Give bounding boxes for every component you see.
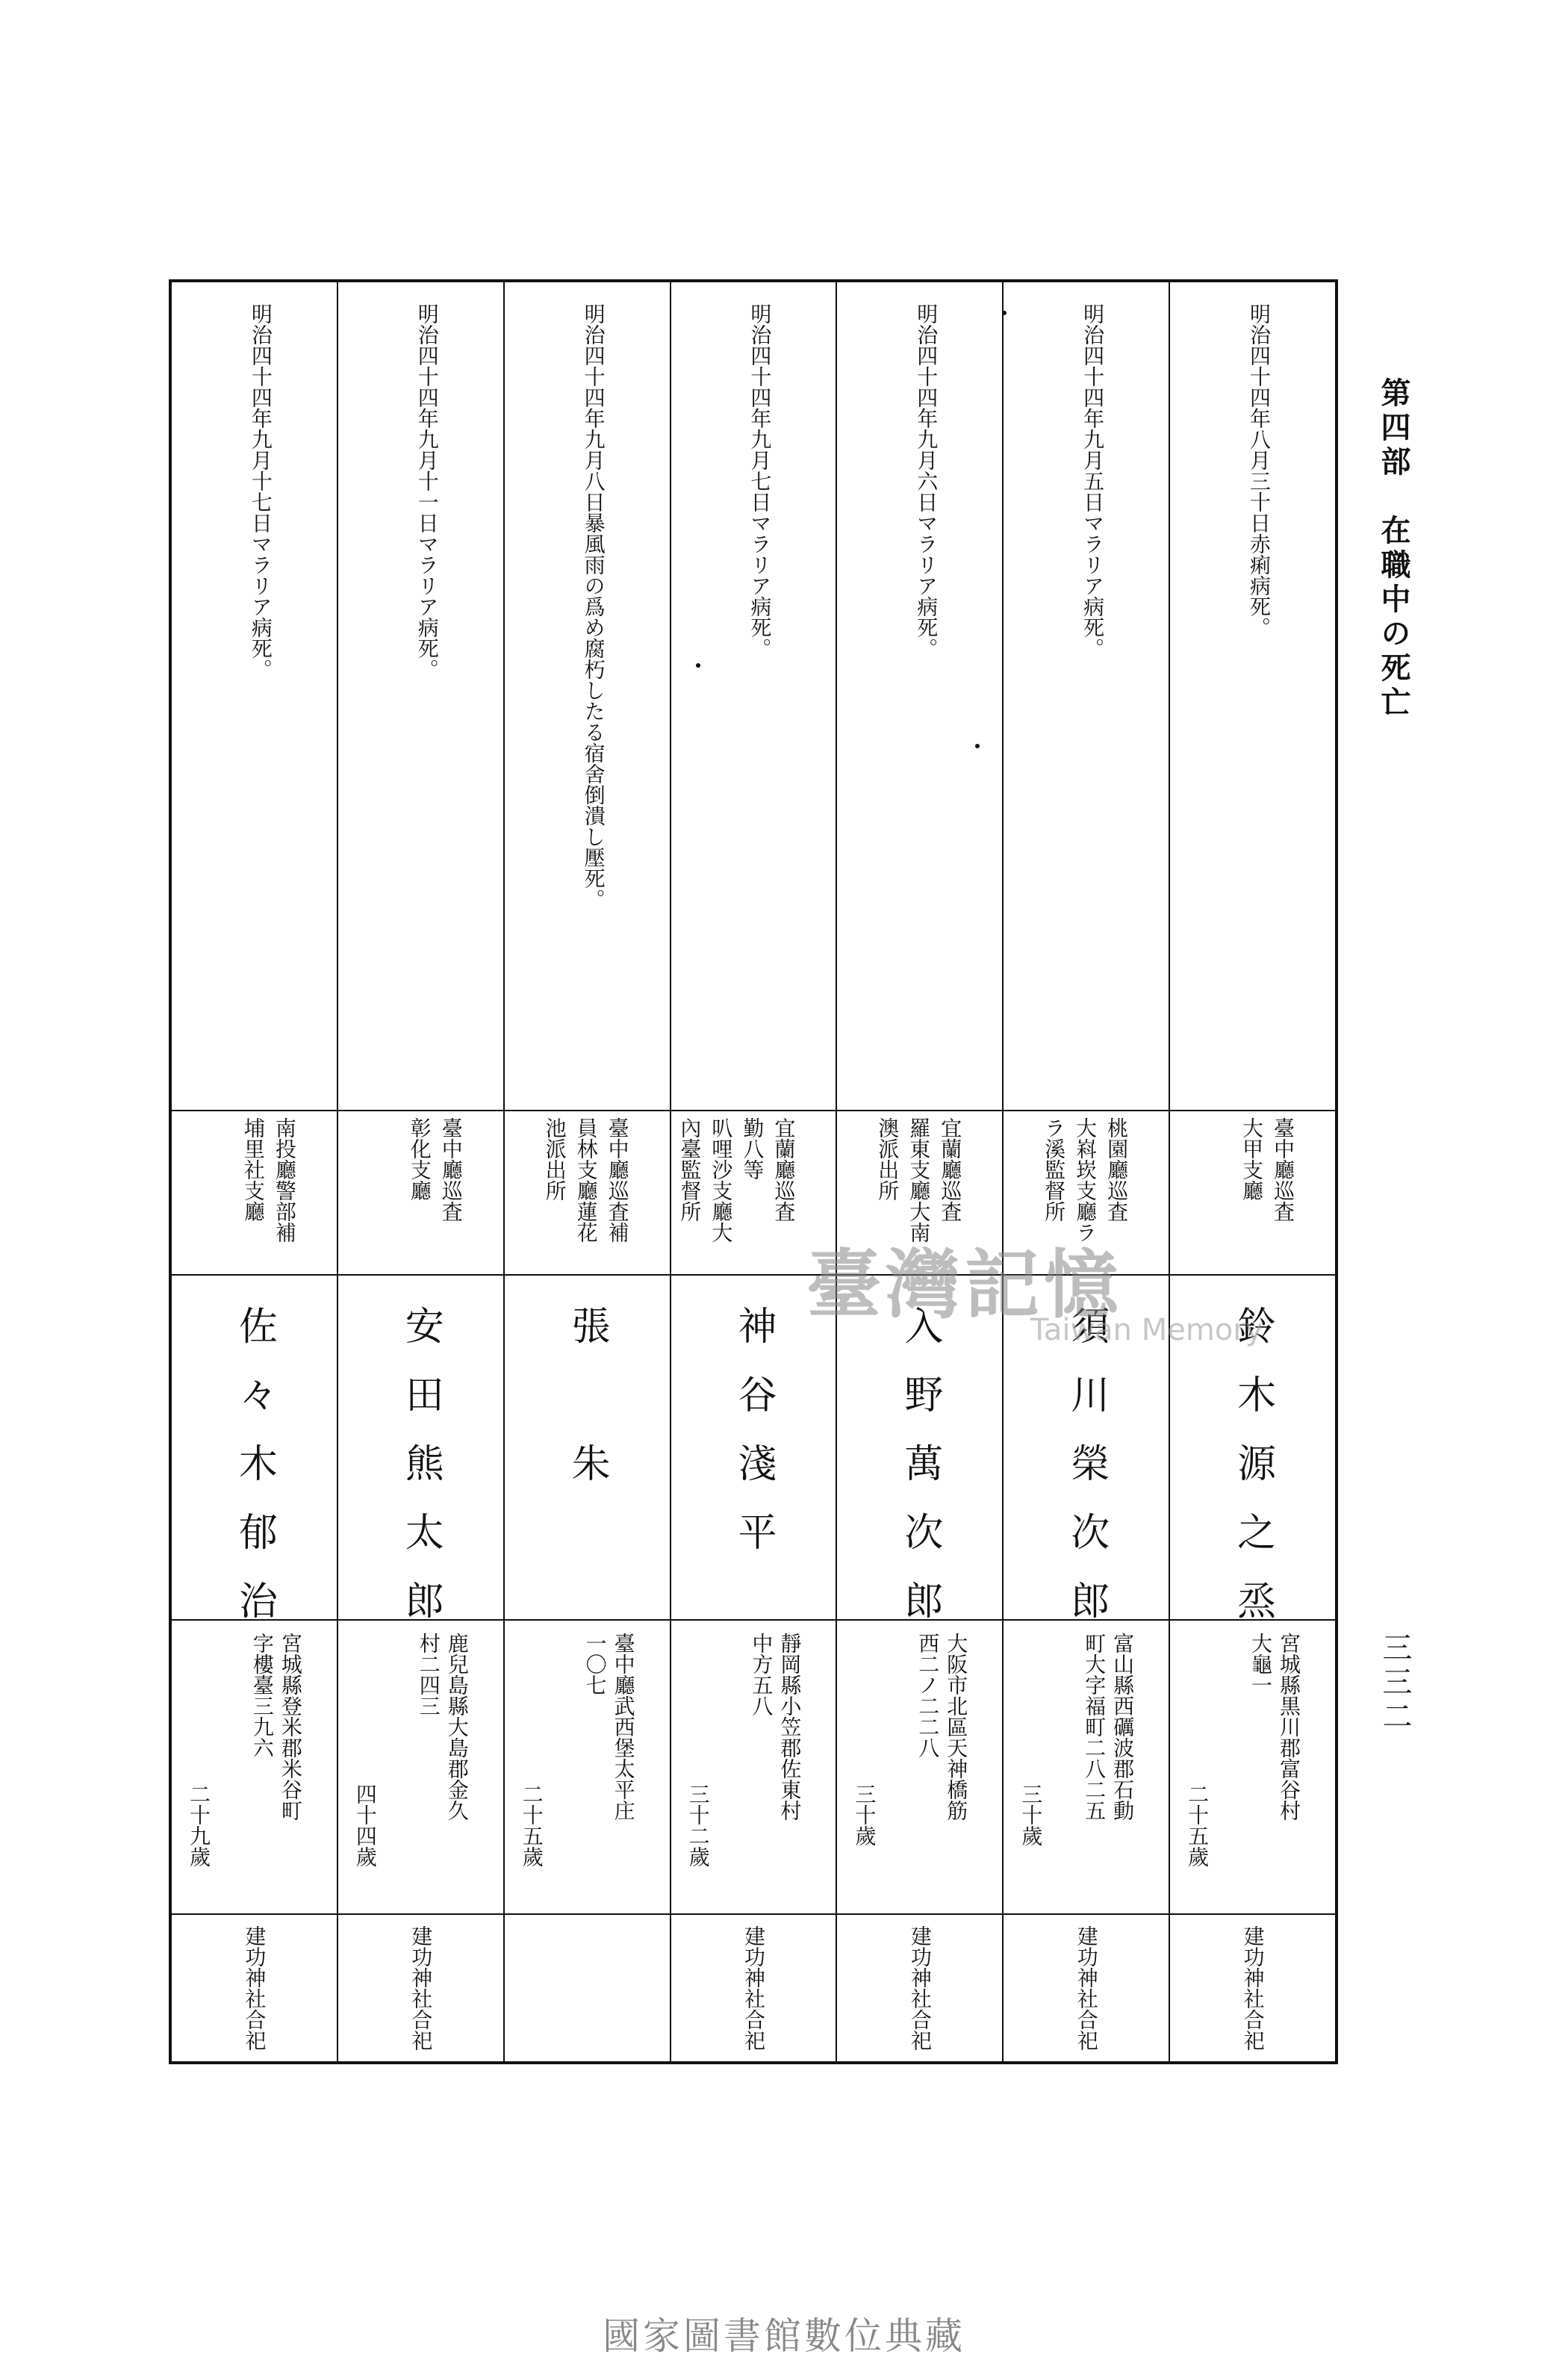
- ink-speck: [975, 744, 980, 748]
- domicile: [249, 1633, 303, 1821]
- office-line: 大嵙崁支廳ラ: [1073, 1117, 1098, 1243]
- office-line: 羅東支廳大南: [906, 1117, 932, 1243]
- person-name: 須川榮次郎: [1063, 1305, 1109, 1649]
- age: 二十九歲: [186, 1783, 211, 1867]
- office-line: 臺中廳巡査: [1271, 1117, 1295, 1222]
- domicile: [416, 1633, 470, 1821]
- office-line: 澳派出所: [875, 1117, 900, 1201]
- domicile-line: 中方五八: [749, 1633, 774, 1716]
- domicile-line: 鹿兒島縣大島郡金久: [444, 1633, 470, 1821]
- office: [677, 1117, 797, 1267]
- table-row: [670, 282, 836, 2061]
- age: 三十二歲: [685, 1783, 711, 1867]
- domicile: [1250, 1633, 1299, 1821]
- domicile-line: 富山縣西礪波郡石動: [1110, 1633, 1136, 1821]
- domicile-line: 一〇七: [582, 1633, 608, 1695]
- office-line: 宜蘭廳巡査: [771, 1117, 797, 1222]
- enshrinement: 建功神社合祀: [1074, 1925, 1099, 2051]
- footer-credit: 國家圖書館數位典藏: [603, 2314, 965, 2358]
- domicile-line: 宮城縣登米郡米谷町: [278, 1633, 303, 1821]
- person-name: 安田熊太郎: [398, 1305, 444, 1649]
- office-line: 彰化支廳: [407, 1117, 432, 1201]
- ink-speck: [1002, 311, 1007, 315]
- office-line: ラ溪監督所: [1042, 1117, 1067, 1222]
- office-line: 勤八等: [740, 1117, 765, 1180]
- domicile-line: 宮城縣黒川郡富谷村: [1277, 1633, 1301, 1821]
- office: [240, 1117, 297, 1267]
- table-row: [836, 282, 1002, 2061]
- enshrinement: 建功神社合祀: [1240, 1925, 1266, 2051]
- domicile: [582, 1633, 636, 1821]
- watermark-subtitle: Taiwan Memory: [1030, 1313, 1263, 1347]
- person-name: 鈴木源之烝: [1230, 1305, 1275, 1649]
- domicile-line: 大阪市北區天神橋筋: [944, 1633, 969, 1821]
- date-cause: 明治四十四年九月十七日マラリア病死。: [248, 303, 273, 680]
- table-row: [503, 282, 670, 2061]
- office-line: 埔里社支廳: [240, 1117, 266, 1222]
- domicile: [1082, 1633, 1136, 1821]
- domicile-line: 村二四三: [416, 1633, 441, 1716]
- office-line: 叭哩沙支廳大: [709, 1117, 734, 1243]
- table-row: [1002, 282, 1169, 2061]
- person-name: 入野萬次郎: [897, 1305, 942, 1649]
- enshrinement: 建功神社合祀: [242, 1925, 267, 2051]
- date-cause: 明治四十四年九月八日暴風雨の爲め腐朽したる宿舍倒潰し壓死。: [581, 303, 606, 910]
- page-number: 三三二: [1378, 1632, 1412, 1735]
- table-row: [172, 282, 337, 2061]
- office-line: 宜蘭廳巡査: [938, 1117, 963, 1222]
- office-line: 臺中廳巡査: [438, 1117, 464, 1222]
- domicile-line: 靜岡縣小笠郡佐東村: [777, 1633, 803, 1821]
- age: 三十歲: [1018, 1783, 1044, 1846]
- domicile: [915, 1633, 969, 1821]
- enshrinement: 建功神社合祀: [408, 1925, 434, 2051]
- office-line: 員林支廳蓮花: [573, 1117, 599, 1243]
- date-cause: 明治四十四年九月五日マラリア病死。: [1080, 303, 1106, 659]
- person-name: 佐々木郁治: [231, 1305, 277, 1649]
- person-name: 神谷淺平: [731, 1305, 776, 1580]
- enshrinement: 建功神社合祀: [907, 1925, 933, 2051]
- domicile: [749, 1633, 803, 1821]
- ink-speck: [696, 663, 700, 668]
- date-cause: 明治四十四年八月三十日赤痢病死。: [1247, 303, 1272, 638]
- domicile-line: 大龜一: [1248, 1633, 1273, 1695]
- office-line: 內臺監督所: [677, 1117, 703, 1222]
- office-line: 大甲支廳: [1239, 1117, 1264, 1201]
- date-cause: 明治四十四年九月六日マラリア病死。: [914, 303, 939, 659]
- domicile-line: 臺中廳武西堡太平庄: [611, 1633, 636, 1821]
- date-cause: 明治四十四年九月十一日マラリア病死。: [414, 303, 440, 680]
- watermark-text: 臺灣記憶: [806, 1240, 1123, 1329]
- watermark-logo: [806, 1225, 1344, 1359]
- office-line: 池派出所: [542, 1117, 567, 1201]
- domicile-line: 字樓臺三九六: [249, 1633, 275, 1758]
- date-cause: 明治四十四年九月七日マラリア病死。: [747, 303, 773, 659]
- age: 二十五歲: [1185, 1783, 1210, 1867]
- record-table: [169, 279, 1338, 2064]
- office-line: 桃園廳巡査: [1104, 1117, 1130, 1222]
- office: [407, 1117, 464, 1267]
- table-row: [337, 282, 503, 2061]
- office-line: 臺中廳巡査補: [605, 1117, 630, 1243]
- domicile-line: 町大字福町二八二五: [1082, 1633, 1107, 1821]
- chapter-title: 第四部 在職中の死亡: [1376, 377, 1411, 721]
- person-name: 張 朱: [564, 1305, 610, 1512]
- domicile-line: 西二ノ二二八: [915, 1633, 941, 1758]
- enshrinement: 建功神社合祀: [741, 1925, 766, 2051]
- office: [544, 1117, 628, 1267]
- table-row: [1169, 282, 1335, 2061]
- age: 四十四歲: [352, 1783, 378, 1867]
- age: 三十歲: [852, 1783, 877, 1846]
- office-line: 南投廳警部補: [272, 1117, 297, 1243]
- age: 二十五歲: [519, 1783, 544, 1867]
